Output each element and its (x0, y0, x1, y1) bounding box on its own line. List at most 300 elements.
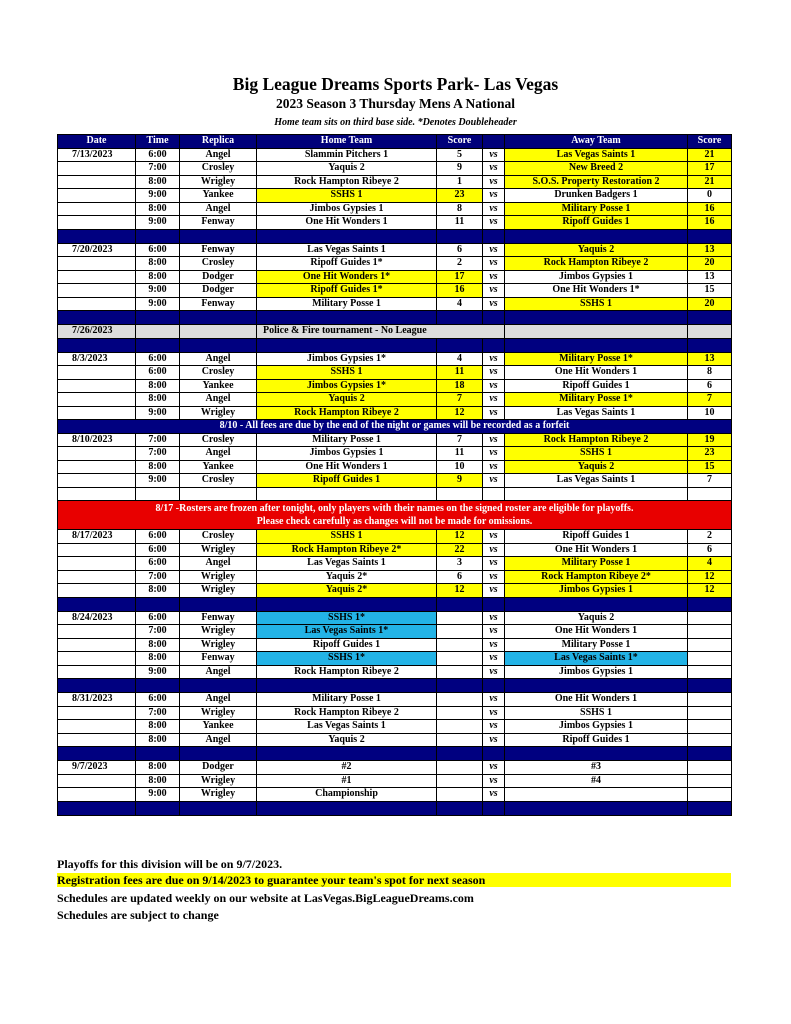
away-team-cell: Yaquis 2 (505, 460, 688, 474)
date-cell (58, 284, 136, 298)
separator-cell (505, 801, 688, 815)
away-team-cell: Las Vegas Saints 1* (505, 652, 688, 666)
col-home-team-header: Home Team (257, 135, 437, 149)
away-score-cell (688, 625, 732, 639)
game-row (58, 297, 732, 311)
separator-cell (437, 747, 483, 761)
replica-field-cell: Angel (180, 202, 257, 216)
vs-cell: vs (483, 284, 505, 298)
date-cell (58, 447, 136, 461)
replica-field-cell: Angel (180, 665, 257, 679)
vs-cell: vs (483, 733, 505, 747)
time-cell: 8:00 (136, 393, 180, 407)
away-score-cell: 12 (688, 584, 732, 598)
separator-cell (180, 679, 257, 693)
home-score-cell: 7 (437, 393, 483, 407)
vs-cell: vs (483, 352, 505, 366)
away-team-cell: One Hit Wonders 1 (505, 693, 688, 707)
game-row (58, 189, 732, 203)
away-score-cell: 20 (688, 257, 732, 271)
separator-cell (136, 747, 180, 761)
col-away-score-header: Score (688, 135, 732, 149)
blank-cell (688, 487, 732, 501)
vs-cell: vs (483, 189, 505, 203)
separator-cell (437, 229, 483, 243)
date-cell (58, 733, 136, 747)
separator-cell (688, 597, 732, 611)
away-team-cell: Jimbos Gypsies 1 (505, 584, 688, 598)
away-team-cell: Rock Hampton Ribeye 2* (505, 570, 688, 584)
separator-row (58, 597, 732, 611)
date-cell (58, 570, 136, 584)
home-score-cell: 12 (437, 584, 483, 598)
away-team-cell: One Hit Wonders 1 (505, 625, 688, 639)
home-team-cell: Rock Hampton Ribeye 2* (257, 543, 437, 557)
away-team-cell: Military Posse 1* (505, 352, 688, 366)
date-cell: 9/7/2023 (58, 761, 136, 775)
vs-cell: vs (483, 557, 505, 571)
separator-row (58, 229, 732, 243)
separator-cell (483, 229, 505, 243)
away-team-cell: Yaquis 2 (505, 243, 688, 257)
vs-cell: vs (483, 570, 505, 584)
game-row (58, 774, 732, 788)
date-cell (58, 189, 136, 203)
home-score-cell (437, 611, 483, 625)
page-subtitle: 2023 Season 3 Thursday Mens A National (275, 96, 516, 111)
home-score-cell: 4 (437, 297, 483, 311)
vs-cell: vs (483, 162, 505, 176)
away-team-cell: Yaquis 2 (505, 611, 688, 625)
home-score-cell (437, 665, 483, 679)
away-score-cell (688, 693, 732, 707)
vs-cell: vs (483, 216, 505, 230)
home-team-cell: Rock Hampton Ribeye 2 (257, 175, 437, 189)
away-team-cell: Las Vegas Saints 1 (505, 474, 688, 488)
date-cell (58, 665, 136, 679)
time-cell: 6:00 (136, 693, 180, 707)
separator-cell (437, 311, 483, 325)
time-cell: 6:00 (136, 557, 180, 571)
vs-cell: vs (483, 625, 505, 639)
game-row (58, 584, 732, 598)
away-score-cell: 7 (688, 393, 732, 407)
time-cell: 7:00 (136, 625, 180, 639)
away-score-cell: 8 (688, 366, 732, 380)
replica-field-cell: Wrigley (180, 625, 257, 639)
away-score-cell (688, 761, 732, 775)
game-row (58, 706, 732, 720)
away-score-cell: 0 (688, 189, 732, 203)
away-score-cell: 21 (688, 175, 732, 189)
game-row (58, 460, 732, 474)
separator-cell (483, 338, 505, 352)
separator-cell (136, 597, 180, 611)
date-cell (58, 393, 136, 407)
separator-cell (257, 229, 437, 243)
home-score-cell (437, 638, 483, 652)
blank-cell (437, 487, 483, 501)
blank-cell (505, 487, 688, 501)
away-score-cell (688, 774, 732, 788)
date-cell (58, 557, 136, 571)
date-cell (58, 638, 136, 652)
separator-cell (505, 338, 688, 352)
home-team-cell: Jimbos Gypsies 1 (257, 447, 437, 461)
time-cell: 6:00 (136, 611, 180, 625)
vs-cell: vs (483, 774, 505, 788)
time-cell: 8:00 (136, 774, 180, 788)
away-score-cell (688, 665, 732, 679)
away-score-cell: 23 (688, 447, 732, 461)
time-cell: 7:00 (136, 162, 180, 176)
game-row (58, 433, 732, 447)
home-team-cell: Las Vegas Saints 1* (257, 625, 437, 639)
blank-cell (180, 487, 257, 501)
away-score-cell: 19 (688, 433, 732, 447)
vs-cell: vs (483, 584, 505, 598)
home-score-cell (437, 761, 483, 775)
home-score-cell: 9 (437, 162, 483, 176)
away-team-cell: SSHS 1 (505, 447, 688, 461)
separator-cell (58, 801, 136, 815)
time-cell: 9:00 (136, 665, 180, 679)
away-score-cell: 12 (688, 570, 732, 584)
col-date-header: Date (58, 135, 136, 149)
home-score-cell: 5 (437, 148, 483, 162)
date-cell (58, 543, 136, 557)
date-cell (58, 788, 136, 802)
separator-cell (180, 338, 257, 352)
home-team-cell: Slammin Pitchers 1 (257, 148, 437, 162)
separator-cell (437, 597, 483, 611)
date-cell: 7/20/2023 (58, 243, 136, 257)
separator-cell (136, 801, 180, 815)
separator-cell (505, 679, 688, 693)
empty-cell (180, 325, 257, 339)
away-score-cell: 15 (688, 284, 732, 298)
schedule-table (57, 134, 732, 816)
time-cell: 8:00 (136, 175, 180, 189)
home-score-cell: 3 (437, 557, 483, 571)
replica-field-cell: Angel (180, 557, 257, 571)
time-cell: 8:00 (136, 638, 180, 652)
home-team-cell: Military Posse 1 (257, 297, 437, 311)
date-cell (58, 257, 136, 271)
game-row (58, 352, 732, 366)
away-score-cell (688, 638, 732, 652)
away-score-cell: 15 (688, 460, 732, 474)
date-cell (58, 202, 136, 216)
away-team-cell: Military Posse 1 (505, 638, 688, 652)
separator-cell (688, 747, 732, 761)
separator-row (58, 338, 732, 352)
separator-cell (136, 679, 180, 693)
game-row (58, 625, 732, 639)
home-score-cell: 12 (437, 530, 483, 544)
date-cell: 8/10/2023 (58, 433, 136, 447)
replica-field-cell: Wrigley (180, 638, 257, 652)
separator-cell (437, 679, 483, 693)
col-away-team-header: Away Team (505, 135, 688, 149)
game-row (58, 761, 732, 775)
home-team-cell: One Hit Wonders 1 (257, 460, 437, 474)
away-team-cell: One Hit Wonders 1* (505, 284, 688, 298)
game-row (58, 148, 732, 162)
separator-cell (688, 311, 732, 325)
game-row (58, 175, 732, 189)
separator-cell (58, 229, 136, 243)
time-cell: 8:00 (136, 270, 180, 284)
away-team-cell: Ripoff Guides 1 (505, 530, 688, 544)
time-cell: 7:00 (136, 447, 180, 461)
time-cell: 8:00 (136, 733, 180, 747)
website-note: Schedules are updated weekly on our website at LasVegas.BigLeagueDreams.com (57, 891, 474, 905)
home-team-cell: SSHS 1* (257, 611, 437, 625)
col-home-score-header: Score (437, 135, 483, 149)
date-cell: 8/17/2023 (58, 530, 136, 544)
home-score-cell (437, 720, 483, 734)
game-row (58, 611, 732, 625)
home-team-cell: Military Posse 1 (257, 433, 437, 447)
time-cell: 6:00 (136, 366, 180, 380)
replica-field-cell: Yankee (180, 189, 257, 203)
separator-cell (136, 338, 180, 352)
date-cell: 8/31/2023 (58, 693, 136, 707)
blank-cell (483, 487, 505, 501)
separator-cell (483, 679, 505, 693)
separator-row (58, 311, 732, 325)
separator-cell (58, 311, 136, 325)
vs-cell: vs (483, 693, 505, 707)
away-team-cell (505, 788, 688, 802)
time-cell: 7:00 (136, 570, 180, 584)
date-cell (58, 625, 136, 639)
away-team-cell: SSHS 1 (505, 297, 688, 311)
away-team-cell: Military Posse 1 (505, 557, 688, 571)
separator-cell (136, 311, 180, 325)
fees-notice-row (58, 420, 732, 434)
home-score-cell: 6 (437, 243, 483, 257)
date-cell (58, 366, 136, 380)
separator-cell (257, 747, 437, 761)
vs-cell: vs (483, 379, 505, 393)
empty-cell (136, 325, 180, 339)
home-score-cell (437, 652, 483, 666)
separator-cell (483, 801, 505, 815)
game-row (58, 447, 732, 461)
away-score-cell (688, 720, 732, 734)
away-team-cell: Ripoff Guides 1 (505, 379, 688, 393)
vs-cell: vs (483, 148, 505, 162)
vs-cell: vs (483, 297, 505, 311)
separator-cell (688, 229, 732, 243)
away-score-cell (688, 611, 732, 625)
home-team-cell: Ripoff Guides 1* (257, 257, 437, 271)
date-cell (58, 460, 136, 474)
game-row (58, 638, 732, 652)
date-cell (58, 379, 136, 393)
vs-cell: vs (483, 270, 505, 284)
time-cell: 6:00 (136, 148, 180, 162)
date-cell (58, 474, 136, 488)
game-row (58, 379, 732, 393)
vs-cell: vs (483, 202, 505, 216)
no-league-row (58, 325, 732, 339)
replica-field-cell: Wrigley (180, 774, 257, 788)
game-row (58, 270, 732, 284)
col-replica-header: Replica (180, 135, 257, 149)
date-cell (58, 216, 136, 230)
separator-cell (257, 597, 437, 611)
home-team-cell: Rock Hampton Ribeye 2 (257, 665, 437, 679)
subject-to-change-note: Schedules are subject to change (57, 908, 219, 922)
away-score-cell (688, 788, 732, 802)
away-team-cell: Military Posse 1 (505, 202, 688, 216)
home-team-cell: Yaquis 2 (257, 162, 437, 176)
separator-cell (180, 747, 257, 761)
home-score-cell: 2 (437, 257, 483, 271)
away-score-cell: 13 (688, 270, 732, 284)
away-team-cell: One Hit Wonders 1 (505, 543, 688, 557)
separator-cell (483, 747, 505, 761)
away-team-cell: Rock Hampton Ribeye 2 (505, 257, 688, 271)
replica-field-cell: Crosley (180, 474, 257, 488)
home-team-cell: #1 (257, 774, 437, 788)
vs-cell: vs (483, 720, 505, 734)
home-score-cell: 11 (437, 216, 483, 230)
vs-cell: vs (483, 366, 505, 380)
away-team-cell: Las Vegas Saints 1 (505, 406, 688, 420)
replica-field-cell: Wrigley (180, 706, 257, 720)
vs-cell: vs (483, 652, 505, 666)
game-row (58, 693, 732, 707)
separator-cell (136, 229, 180, 243)
empty-cell (688, 325, 732, 339)
game-row (58, 543, 732, 557)
home-team-cell: SSHS 1* (257, 652, 437, 666)
vs-cell: vs (483, 433, 505, 447)
away-team-cell: Jimbos Gypsies 1 (505, 720, 688, 734)
away-score-cell (688, 652, 732, 666)
replica-field-cell: Fenway (180, 611, 257, 625)
time-cell: 8:00 (136, 761, 180, 775)
time-cell: 9:00 (136, 189, 180, 203)
home-team-cell: Yaquis 2 (257, 393, 437, 407)
separator-cell (58, 747, 136, 761)
vs-cell: vs (483, 243, 505, 257)
home-score-cell: 23 (437, 189, 483, 203)
home-score-cell: 22 (437, 543, 483, 557)
separator-cell (505, 747, 688, 761)
away-team-cell: Las Vegas Saints 1 (505, 148, 688, 162)
separator-cell (437, 338, 483, 352)
replica-field-cell: Wrigley (180, 584, 257, 598)
replica-field-cell: Wrigley (180, 543, 257, 557)
away-score-cell: 13 (688, 352, 732, 366)
home-team-cell: Military Posse 1 (257, 693, 437, 707)
home-score-cell: 4 (437, 352, 483, 366)
away-team-cell: Drunken Badgers 1 (505, 189, 688, 203)
empty-cell (505, 325, 688, 339)
time-cell: 6:00 (136, 543, 180, 557)
date-cell (58, 774, 136, 788)
replica-field-cell: Fenway (180, 297, 257, 311)
away-team-cell: SSHS 1 (505, 706, 688, 720)
away-team-cell: Jimbos Gypsies 1 (505, 665, 688, 679)
replica-field-cell: Wrigley (180, 406, 257, 420)
game-row (58, 570, 732, 584)
away-team-cell: #3 (505, 761, 688, 775)
game-row (58, 202, 732, 216)
separator-cell (257, 338, 437, 352)
date-cell (58, 584, 136, 598)
separator-cell (688, 801, 732, 815)
time-cell: 6:00 (136, 243, 180, 257)
away-score-cell (688, 733, 732, 747)
date-cell (58, 297, 136, 311)
home-score-cell: 9 (437, 474, 483, 488)
away-score-cell: 16 (688, 216, 732, 230)
home-score-cell: 1 (437, 175, 483, 189)
replica-field-cell: Wrigley (180, 175, 257, 189)
separator-cell (437, 801, 483, 815)
home-score-cell: 10 (437, 460, 483, 474)
blank-cell (58, 487, 136, 501)
date-cell (58, 175, 136, 189)
vs-cell: vs (483, 460, 505, 474)
game-row (58, 652, 732, 666)
date-cell (58, 652, 136, 666)
separator-cell (180, 597, 257, 611)
separator-cell (505, 311, 688, 325)
roster-freeze-notice (58, 501, 732, 530)
date-cell (58, 720, 136, 734)
away-score-cell: 17 (688, 162, 732, 176)
separator-cell (483, 597, 505, 611)
game-row (58, 720, 732, 734)
game-row (58, 216, 732, 230)
time-cell: 8:00 (136, 202, 180, 216)
away-score-cell: 16 (688, 202, 732, 216)
col-vs-header (483, 135, 505, 149)
time-cell: 7:00 (136, 706, 180, 720)
separator-cell (257, 311, 437, 325)
vs-cell: vs (483, 393, 505, 407)
home-team-cell: Las Vegas Saints 1 (257, 557, 437, 571)
game-row (58, 393, 732, 407)
separator-row (58, 679, 732, 693)
blank-cell (136, 487, 180, 501)
time-cell: 8:00 (136, 257, 180, 271)
replica-field-cell: Fenway (180, 243, 257, 257)
date-cell (58, 270, 136, 284)
separator-row (58, 747, 732, 761)
separator-cell (257, 679, 437, 693)
date-cell: 7/26/2023 (58, 325, 136, 339)
away-team-cell: New Breed 2 (505, 162, 688, 176)
replica-field-cell: Angel (180, 352, 257, 366)
replica-field-cell: Angel (180, 447, 257, 461)
separator-row (58, 801, 732, 815)
replica-field-cell: Angel (180, 733, 257, 747)
page-title: Big League Dreams Sports Park- Las Vegas (232, 74, 559, 94)
separator-cell (688, 679, 732, 693)
replica-field-cell: Crosley (180, 257, 257, 271)
roster-freeze-line1: 8/17 -Rosters are frozen after tonight, only players with their names on the signed roster are eligible for playoffs. (155, 503, 634, 514)
away-team-cell: S.O.S. Property Restoration 2 (505, 175, 688, 189)
away-team-cell: #4 (505, 774, 688, 788)
